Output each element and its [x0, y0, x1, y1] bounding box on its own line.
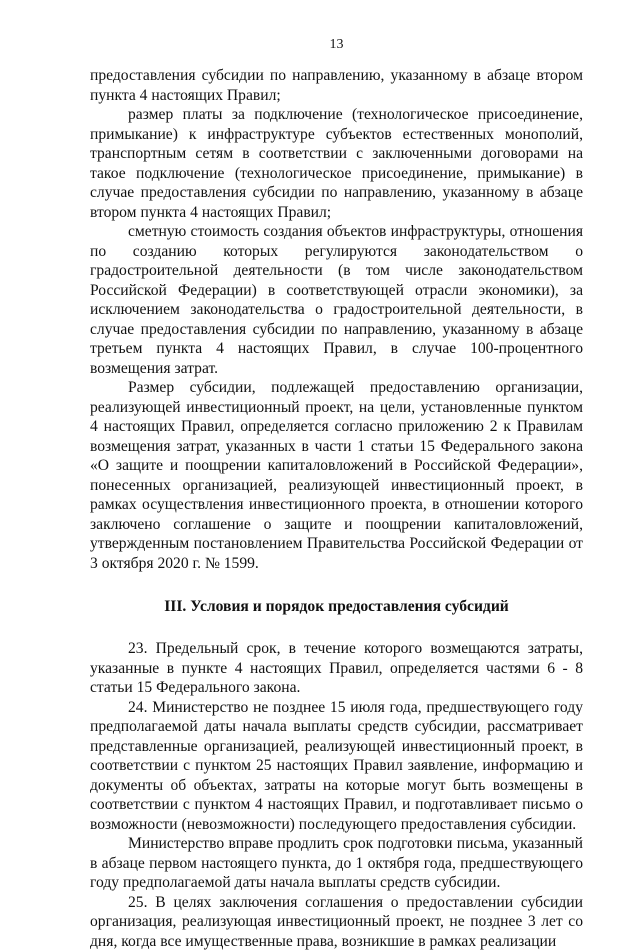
paragraph-item-23: 23. Предельный срок, в течение которого возмещаются затраты, указанные в пункте 4 настоящих Правил, определяется частями 6 - 8 статьи 15 Федерального закона. — [90, 639, 583, 698]
page-number: 13 — [90, 36, 583, 54]
paragraph-item-24-extension: Министерство вправе продлить срок подготовки письма, указанный в абзаце первом настоящего пункта, до 1 октября года, предшествующего году предполагаемой даты начала выплаты средств субсидии. — [90, 834, 583, 893]
section-heading: III. Условия и порядок предоставления субсидий — [90, 597, 583, 617]
paragraph-continuation: предоставления субсидии по направлению, указанному в абзаце втором пункта 4 настоящих Правил; — [90, 66, 583, 105]
paragraph-estimated-cost: сметную стоимость создания объектов инфраструктуры, отношения по созданию которых регулируются законодательством о градостроительной деятельности (в том числе законодательством Российской Федерации) в соответствующей отрасли экономики), за исключением законодательства о градостроительной деятельности, в случае предоставления субсидии по направлению, указанному в абзаце третьем пункта 4 настоящих Правил, в случае 100-процентного возмещения затрат. — [90, 222, 583, 378]
paragraph-subsidy-amount: Размер субсидии, подлежащей предоставлению организации, реализующей инвестиционный проект, на цели, установленные пунктом 4 настоящих Правил, определяется согласно приложению 2 к Правилам возмещения затрат, указанных в части 1 статьи 15 Федерального закона «О защите и поощрении капиталовложений в Российской Федерации», понесенных организацией, реализующей инвестиционный проект, в рамках осуществления инвестиционного проекта, в отношении которого заключено соглашение о защите и поощрении капиталовложений, утвержденным постановлением Правительства Российской Федерации от 3 октября 2020 г. № 1599. — [90, 378, 583, 573]
paragraph-item-25: 25. В целях заключения соглашения о предоставлении субсидии организация, реализующая инвестиционный проект, не позднее 3 лет со дня, когда все имущественные права, возникшие в рамках реализации — [90, 893, 583, 951]
paragraph-item-24: 24. Министерство не позднее 15 июля года, предшествующего году предполагаемой даты начала выплаты средств субсидии, рассматривает представленные организацией, реализующей инвестиционный проект, в соответствии с пунктом 25 настоящих Правил заявление, информацию и документы об объектах, затраты на которые могут быть возмещены в соответствии с пунктом 4 настоящих Правил, и подготавливает письмо о возможности (невозможности) последующего предоставления субсидии. — [90, 698, 583, 835]
paragraph-connection-fee: размер платы за подключение (технологическое присоединение, примыкание) к инфраструктуре субъектов естественных монополий, транспортным сетям в соответствии с заключенными договорами на такое подключение (технологическое присоединение, примыкание) в случае предоставления субсидии по направлению, указанному в абзаце втором пункта 4 настоящих Правил; — [90, 105, 583, 222]
